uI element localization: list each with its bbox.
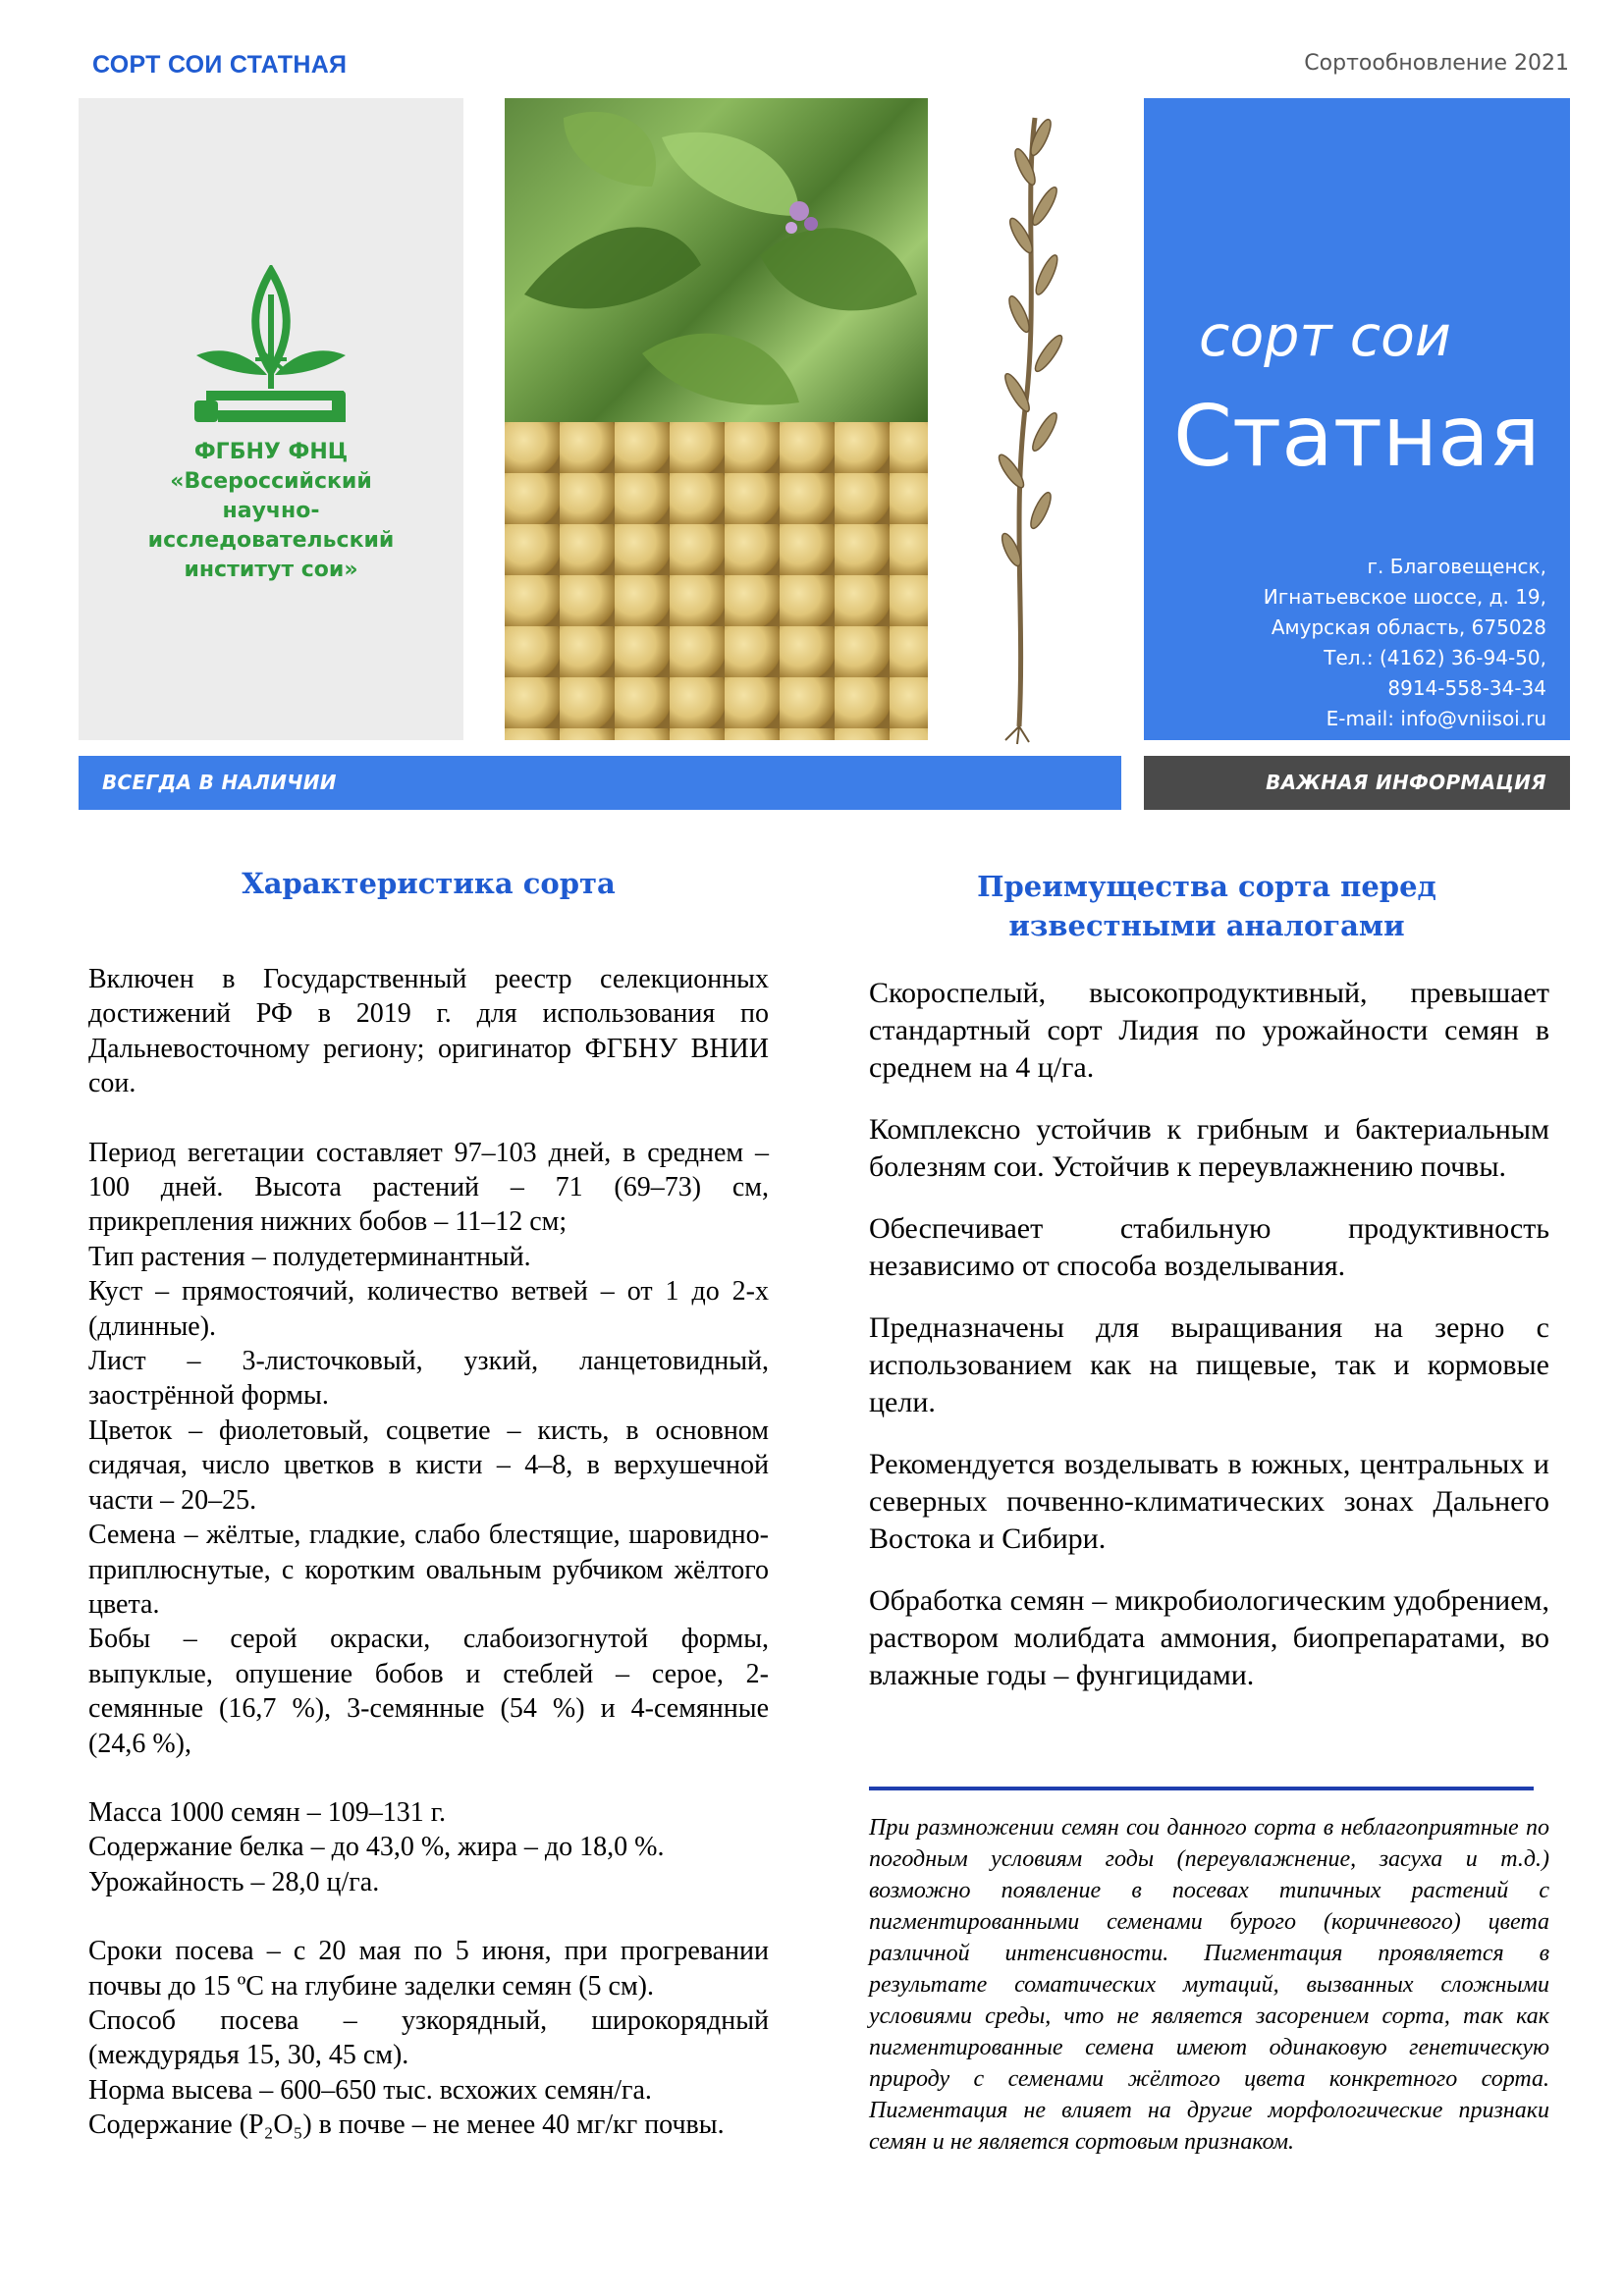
advantages-paragraph: Комплексно устойчив к грибным и бактериальным болезням сои. Устойчив к переувлажнению почвы. <box>869 1113 1549 1183</box>
contact-line: Игнатьевское шоссе, д. 19, <box>1263 585 1546 609</box>
characteristics-paragraph: Лист – 3-листочковый, узкий, ланцетовидный, заострённой формы. <box>88 1346 769 1412</box>
characteristics-text <box>88 962 769 2143</box>
characteristics-paragraph: Семена – жёлтые, гладкие, слабо блестящие, шаровидно-приплюснутые, с коротким овальным рубчиком жёлтого цвета. <box>88 1520 769 1620</box>
variety-title-panel <box>1144 98 1570 740</box>
variety-subtitle: сорт сои <box>1199 304 1451 369</box>
characteristics-paragraph: Бобы – серой окраски, слабоизогнутой формы, выпуклые, опушение бобов и стеблей – серое, 2-семянные (16,7 %), 3-семянные (54 %) и 4-семянные (24,6 %), <box>88 1624 769 1759</box>
advantages-heading-line: Преимущества сорта перед <box>977 870 1436 903</box>
institute-name-line: ФГБНУ ФНЦ <box>193 440 349 464</box>
characteristics-heading: Характеристика сорта <box>242 867 616 900</box>
advantages-heading <box>864 867 1549 945</box>
variety-header-title: СОРТ СОИ СТАТНАЯ <box>92 51 348 79</box>
renewal-year-label: Сортообновление 2021 <box>1304 51 1569 76</box>
pigmentation-note: При размножении семян сои данного сорта в неблагоприятные по погодным условиям годы (переувлажнение, засуха и т.д.) возможно появление в посевах типичных растений с пигментированными семенами бурого (коричневого) цвета различной интенсивности. Пигментация проявляется в результате соматических мутаций, вызванных сложными условиями среды, что не является засорением сорта, так как пигментированные семена имеют одинаковую генетическую природу с семенами жёлтого цвета конкретного сорта. Пигментация не влияет на другие морфологические признаки семян и не является сортовым признаком. <box>869 1815 1549 2155</box>
contact-email: E-mail: info@vniisoi.ru <box>1326 707 1546 730</box>
advantages-paragraph: Предназначены для выращивания на зерно с использованием как на пищевые, так и кормовые цели. <box>869 1311 1549 1418</box>
soybean-leaves-photo <box>505 98 928 422</box>
characteristics-paragraph: Цветок – фиолетовый, соцветие – кисть, в основном сидячая, число цветков в кисти – 4–8, в верхушечной части – 20–25. <box>88 1415 769 1516</box>
characteristics-paragraph: Период вегетации составляет 97–103 дней, в среднем – 100 дней. Высота растений – 71 (69–73) см, прикрепления нижних бобов – 11–12 см; <box>88 1137 769 1238</box>
contact-line: Амурская область, 675028 <box>1271 615 1546 639</box>
advantages-paragraph: Обработка семян – микробиологическим удобрением, раствором молибдата аммония, биопрепаратами, во влажные годы – фунгицидами. <box>869 1584 1549 1691</box>
characteristics-paragraph: Норма высева – 600–650 тыс. всхожих семян/га. <box>88 2074 652 2106</box>
soybean-seeds-photo <box>505 422 928 740</box>
advantages-paragraph: Обеспечивает стабильную продуктивность независимо от способа возделывания. <box>869 1212 1549 1282</box>
always-available-bar: ВСЕГДА В НАЛИЧИИ <box>79 756 1121 810</box>
characteristics-paragraph: Включен в Государственный реестр селекционных достижений РФ в 2019 г. для использования по Дальневосточному региону; оригинатор ФГБНУ ВНИИ сои. <box>88 964 769 1099</box>
variety-title: Статная <box>1173 388 1541 486</box>
characteristics-paragraph: Урожайность – 28,0 ц/га. <box>88 1866 380 1897</box>
contact-line: 8914-558-34-34 <box>1387 676 1546 700</box>
institute-logo-panel <box>79 98 463 740</box>
contact-line: г. Благовещенск, <box>1367 555 1546 578</box>
characteristics-paragraph: Содержание белка – до 43,0 %, жира – до 18,0 %. <box>88 1832 665 1863</box>
contact-block <box>1264 552 1546 734</box>
characteristics-paragraph: Сроки посева – с 20 мая по 5 июня, при прогревании почвы до 15 ºС на глубине заделки семян (5 см). <box>88 1936 769 2002</box>
institute-name <box>79 438 463 585</box>
contact-line: Тел.: (4162) 36-94-50, <box>1324 646 1546 669</box>
institute-name-line: институт сои» <box>184 558 358 582</box>
advantages-paragraph: Скороспелый, высокопродуктивный, превышает стандартный сорт Лидия по урожайности семян в среднем на 4 ц/га. <box>869 977 1549 1084</box>
important-info-bar: ВАЖНАЯ ИНФОРМАЦИЯ <box>1144 756 1570 810</box>
institute-name-line: исследовательский <box>147 528 395 553</box>
section-divider <box>869 1787 1534 1790</box>
characteristics-paragraph: Способ посева – узкорядный, широкорядный (междурядья 15, 30, 45 см). <box>88 2004 769 2071</box>
advantages-paragraph: Рекомендуется возделывать в южных, центральных и северных почвенно-климатических зонах Дальнего Востока и Сибири. <box>869 1448 1549 1555</box>
advantages-heading-line: известными аналогами <box>1008 909 1405 942</box>
characteristics-paragraph: Масса 1000 семян – 109–131 г. <box>88 1796 447 1828</box>
characteristics-paragraph: Тип растения – полудетерминантный. <box>88 1241 531 1272</box>
characteristics-paragraph: Куст – прямостоячий, количество ветвей – от 1 до 2-х (длинные). <box>88 1276 769 1342</box>
institute-name-line: научно- <box>222 499 320 523</box>
institute-logo-icon <box>194 265 348 422</box>
advantages-text <box>869 975 1549 1719</box>
soybean-stem-photo <box>943 98 1119 746</box>
characteristics-paragraph: Содержание (P₂O₅) в почве – не менее 40 мг/кг почвы. <box>88 2109 725 2141</box>
institute-name-line: «Всероссийский <box>170 469 372 494</box>
